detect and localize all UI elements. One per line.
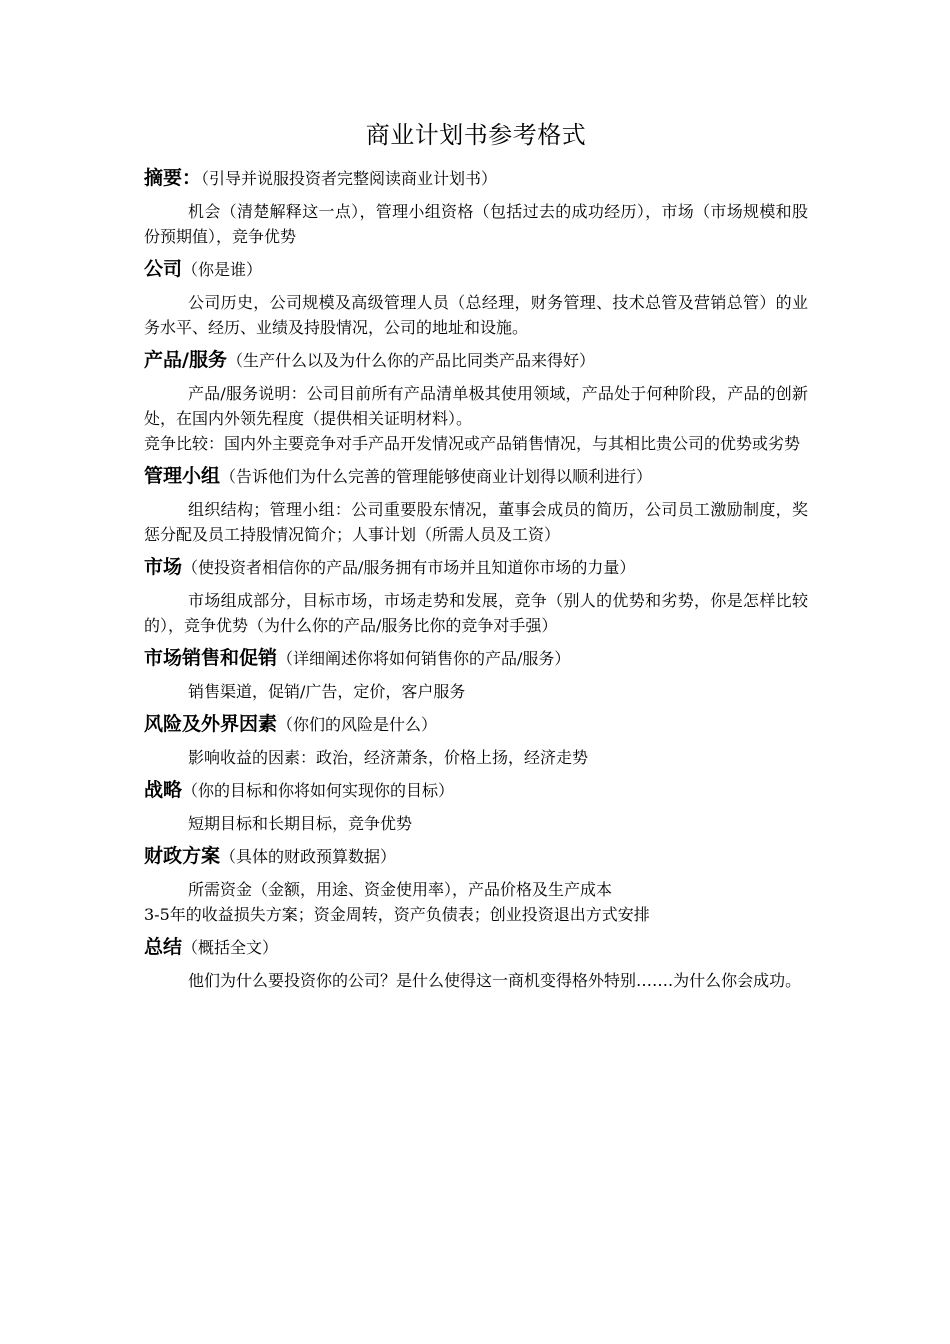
section-paragraph: 公司历史，公司规模及高级管理人员（总经理，财务管理、技术总管及营销总管）的业务水平、经历、业绩及持股情况，公司的地址和设施。	[144, 293, 808, 337]
section-note: （概括全文）	[182, 938, 279, 957]
section-note: （生产什么以及为什么你的产品比同类产品来得好）	[226, 351, 595, 370]
section-title: 摘要：	[144, 167, 202, 189]
section-heading-strategy	[144, 776, 808, 805]
section-paragraph: 短期目标和长期目标，竞争优势	[188, 814, 413, 833]
section-note: （告诉他们为什么完善的管理能够使商业计划得以顺利进行）	[220, 467, 653, 486]
section-title: 产品/服务	[144, 349, 227, 371]
section-paragraph: 所需资金（金额，用途、资金使用率），产品价格及生产成本	[188, 880, 613, 899]
section-title: 战略	[144, 779, 183, 801]
section-paragraph: 3-5年的收益损失方案；资金周转，资产负债表；创业投资退出方式安排	[144, 905, 650, 924]
section-paragraph: 竞争比较：国内外主要竞争对手产品开发情况或产品销售情况，与其相比贵公司的优势或劣势	[144, 434, 801, 453]
section-heading-company	[144, 255, 808, 284]
section-heading-risk	[144, 710, 808, 739]
section-heading-market	[144, 553, 808, 582]
section-paragraph: 机会（清楚解释这一点），管理小组资格（包括过去的成功经历），市场（市场规模和股份预期值），竞争优势	[144, 202, 808, 246]
section-title: 公司	[144, 258, 183, 280]
section-heading-finance	[144, 842, 808, 871]
section-title: 管理小组	[144, 465, 221, 487]
section-note: （详细阐述你将如何销售你的产品/服务）	[277, 649, 571, 668]
section-paragraph: 销售渠道，促销/广告，定价，客户服务	[188, 682, 466, 701]
section-title: 总结	[144, 936, 183, 958]
section-note: （你们的风险是什么）	[277, 715, 438, 734]
document-page	[144, 118, 808, 999]
document-title: 商业计划书参考格式	[365, 121, 587, 149]
section-heading-management	[144, 462, 808, 491]
section-paragraph: 产品/服务说明：公司目前所有产品清单极其使用领域，产品处于何种阶段，产品的创新处，在国内外领先程度（提供相关证明材料）。	[144, 384, 808, 428]
section-note: （你的目标和你将如何实现你的目标）	[182, 781, 455, 800]
section-note: （具体的财政预算数据）	[220, 847, 397, 866]
section-note: （使投资者相信你的产品/服务拥有市场并且知道你市场的力量）	[182, 558, 636, 577]
section-note: （引导并说服投资者完整阅读商业计划书）	[201, 169, 498, 188]
section-note: （你是谁）	[182, 260, 263, 279]
section-paragraph: 他们为什么要投资你的公司？是什么使得这一商机变得格外特别…….为什么你会成功。	[188, 971, 802, 990]
section-title: 风险及外界因素	[144, 713, 278, 735]
section-paragraph: 组织结构；管理小组：公司重要股东情况，董事会成员的简历，公司员工激励制度，奖惩分配及员工持股情况简介；人事计划（所需人员及工资）	[144, 500, 808, 544]
section-heading-product	[144, 346, 808, 375]
section-heading-conclusion	[144, 933, 808, 962]
section-title: 财政方案	[144, 845, 221, 867]
section-heading-sales	[144, 644, 808, 673]
section-paragraph: 影响收益的因素：政治，经济萧条，价格上扬，经济走势	[188, 748, 589, 767]
section-title: 市场	[144, 556, 183, 578]
section-heading-summary	[144, 164, 808, 193]
section-paragraph: 市场组成部分，目标市场，市场走势和发展，竞争（别人的优势和劣势，你是怎样比较的），竞争优势（为什么你的产品/服务比你的竞争对手强）	[144, 591, 808, 635]
section-title: 市场销售和促销	[144, 647, 278, 669]
